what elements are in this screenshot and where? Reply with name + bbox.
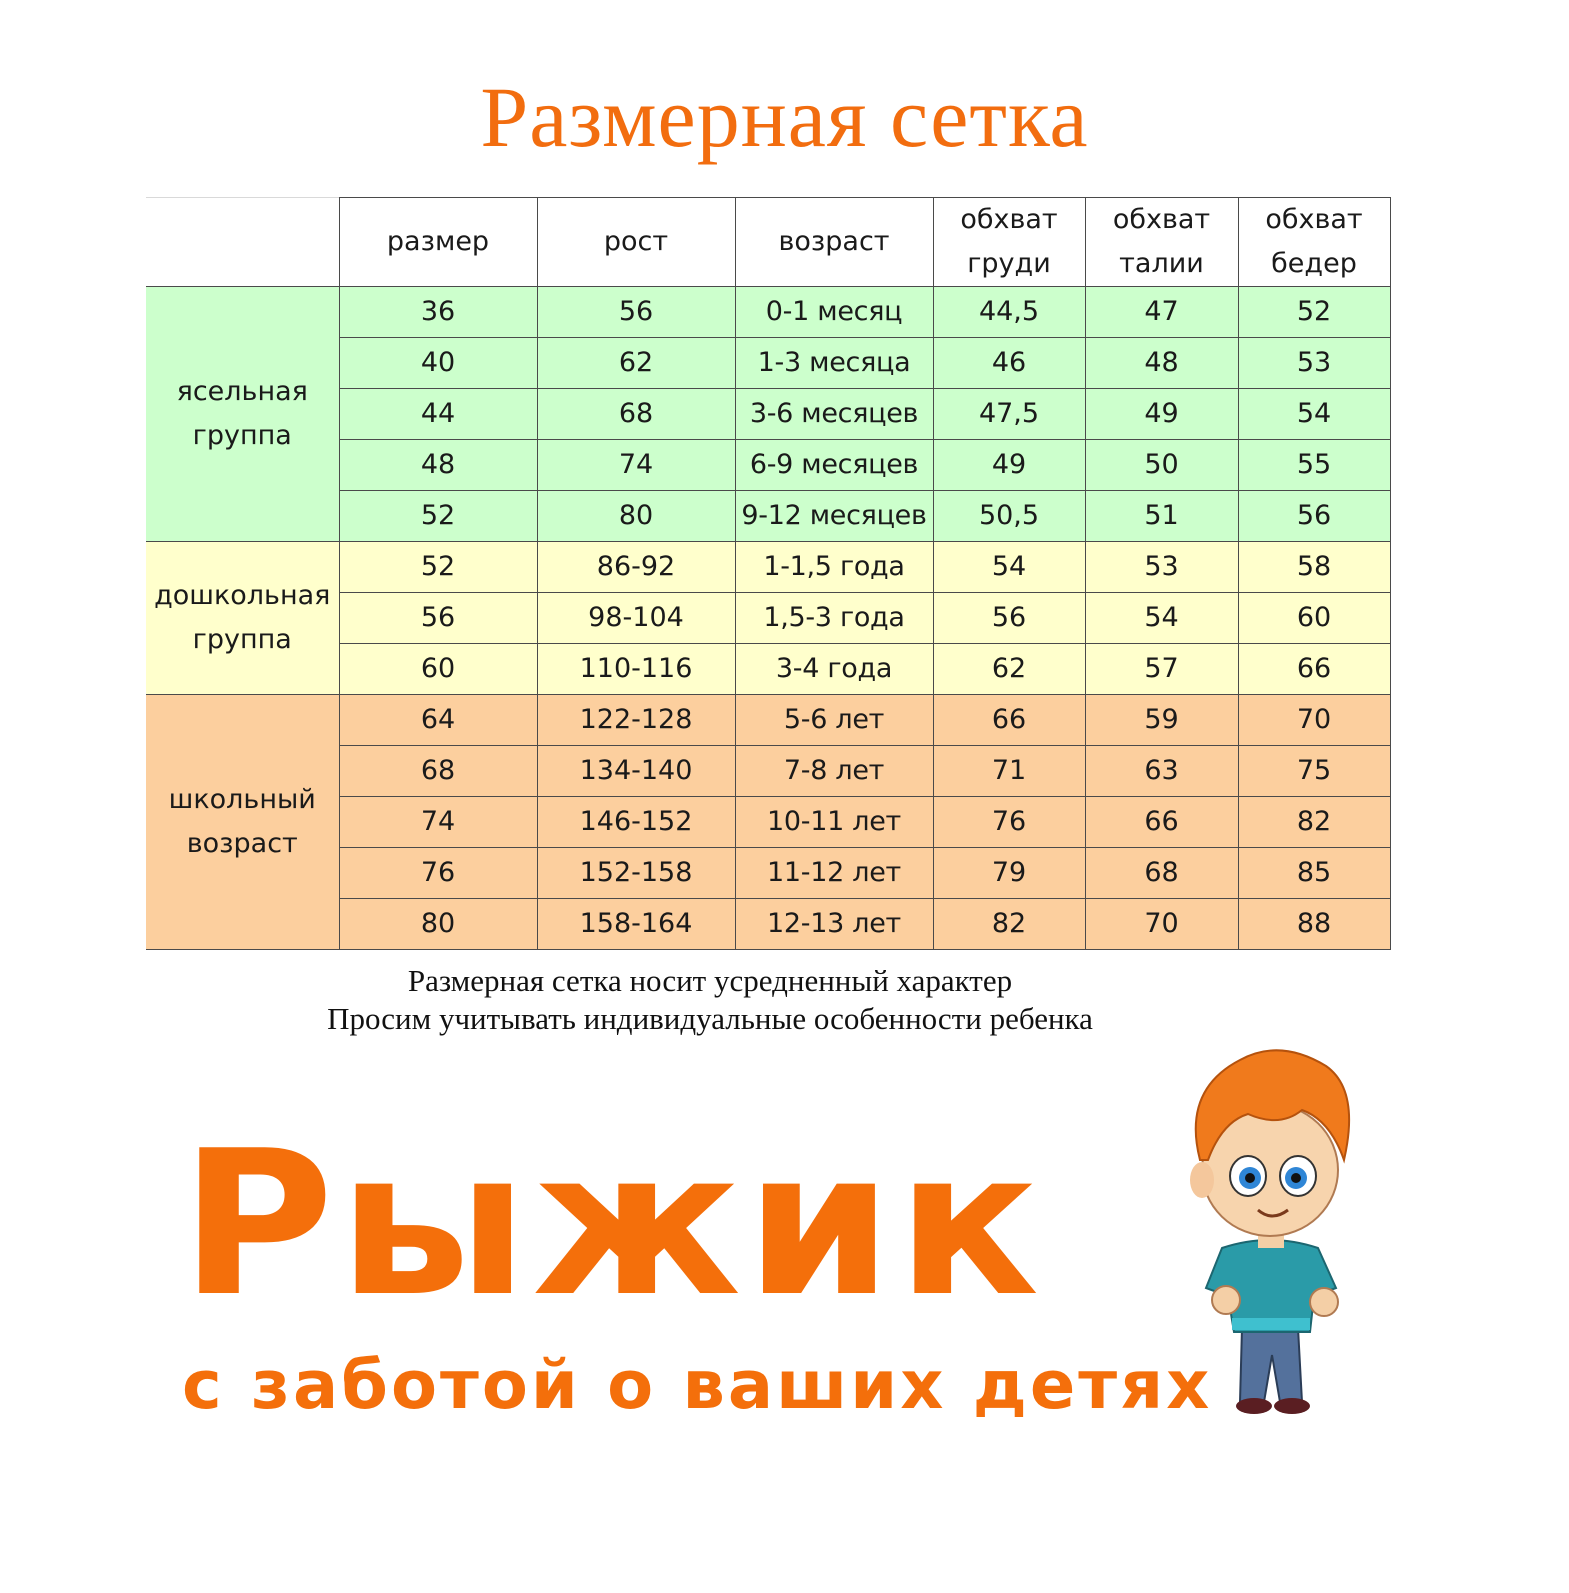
header-age: возраст xyxy=(735,198,933,287)
page-title: Размерная сетка xyxy=(480,69,1089,165)
table-header-row xyxy=(146,198,1390,287)
size-cell: 56 xyxy=(339,593,537,644)
age-cell: 1-3 месяца xyxy=(735,338,933,389)
hips-cell: 58 xyxy=(1238,542,1390,593)
hips-cell: 54 xyxy=(1238,389,1390,440)
size-cell: 64 xyxy=(339,695,537,746)
chest-cell: 76 xyxy=(933,797,1085,848)
waist-cell: 49 xyxy=(1085,389,1238,440)
height-cell: 110-116 xyxy=(537,644,735,695)
waist-cell: 68 xyxy=(1085,848,1238,899)
header-waist: обхват талии xyxy=(1085,198,1238,287)
waist-cell: 51 xyxy=(1085,491,1238,542)
age-cell: 10-11 лет xyxy=(735,797,933,848)
table-row xyxy=(146,542,1390,593)
hips-cell: 70 xyxy=(1238,695,1390,746)
chest-cell: 47,5 xyxy=(933,389,1085,440)
age-cell: 1-1,5 года xyxy=(735,542,933,593)
chest-cell: 71 xyxy=(933,746,1085,797)
height-cell: 56 xyxy=(537,287,735,338)
waist-cell: 47 xyxy=(1085,287,1238,338)
hips-cell: 56 xyxy=(1238,491,1390,542)
waist-cell: 54 xyxy=(1085,593,1238,644)
size-cell: 36 xyxy=(339,287,537,338)
age-cell: 3-4 года xyxy=(735,644,933,695)
header-corner xyxy=(146,198,339,287)
waist-cell: 66 xyxy=(1085,797,1238,848)
size-cell: 52 xyxy=(339,491,537,542)
chest-cell: 54 xyxy=(933,542,1085,593)
hips-cell: 53 xyxy=(1238,338,1390,389)
height-cell: 122-128 xyxy=(537,695,735,746)
height-cell: 158-164 xyxy=(537,899,735,950)
height-cell: 86-92 xyxy=(537,542,735,593)
header-height: рост xyxy=(537,198,735,287)
waist-cell: 63 xyxy=(1085,746,1238,797)
school-group-label: школьный возраст xyxy=(146,695,339,950)
waist-cell: 57 xyxy=(1085,644,1238,695)
hips-cell: 66 xyxy=(1238,644,1390,695)
hips-cell: 60 xyxy=(1238,593,1390,644)
size-cell: 80 xyxy=(339,899,537,950)
chest-cell: 79 xyxy=(933,848,1085,899)
size-cell: 44 xyxy=(339,389,537,440)
waist-cell: 48 xyxy=(1085,338,1238,389)
table-row xyxy=(146,695,1390,746)
hips-cell: 52 xyxy=(1238,287,1390,338)
size-chart-table xyxy=(146,197,1391,950)
hips-cell: 82 xyxy=(1238,797,1390,848)
header-hips: обхват бедер xyxy=(1238,198,1390,287)
height-cell: 152-158 xyxy=(537,848,735,899)
age-cell: 0-1 месяц xyxy=(735,287,933,338)
waist-cell: 53 xyxy=(1085,542,1238,593)
size-cell: 60 xyxy=(339,644,537,695)
header-size: размер xyxy=(339,198,537,287)
size-cell: 76 xyxy=(339,848,537,899)
table-row xyxy=(146,287,1390,338)
nursery-group-label: ясельная группа xyxy=(146,287,339,542)
age-cell: 7-8 лет xyxy=(735,746,933,797)
hips-cell: 75 xyxy=(1238,746,1390,797)
age-cell: 3-6 месяцев xyxy=(735,389,933,440)
header-chest: обхват груди xyxy=(933,198,1085,287)
size-cell: 40 xyxy=(339,338,537,389)
height-cell: 134-140 xyxy=(537,746,735,797)
height-cell: 80 xyxy=(537,491,735,542)
chest-cell: 49 xyxy=(933,440,1085,491)
size-cell: 68 xyxy=(339,746,537,797)
chest-cell: 82 xyxy=(933,899,1085,950)
age-cell: 9-12 месяцев xyxy=(735,491,933,542)
chest-cell: 62 xyxy=(933,644,1085,695)
age-cell: 11-12 лет xyxy=(735,848,933,899)
size-cell: 52 xyxy=(339,542,537,593)
chest-cell: 66 xyxy=(933,695,1085,746)
waist-cell: 59 xyxy=(1085,695,1238,746)
height-cell: 98-104 xyxy=(537,593,735,644)
chest-cell: 50,5 xyxy=(933,491,1085,542)
height-cell: 68 xyxy=(537,389,735,440)
age-cell: 5-6 лет xyxy=(735,695,933,746)
height-cell: 146-152 xyxy=(537,797,735,848)
brand-slogan: с заботой о ваших детях xyxy=(182,1346,1213,1424)
waist-cell: 70 xyxy=(1085,899,1238,950)
preschool-group-label: дошкольная группа xyxy=(146,542,339,695)
age-cell: 6-9 месяцев xyxy=(735,440,933,491)
hips-cell: 85 xyxy=(1238,848,1390,899)
age-cell: 12-13 лет xyxy=(735,899,933,950)
disclaimer-line-1: Размерная сетка носит усредненный характер xyxy=(407,963,1013,998)
age-cell: 1,5-3 года xyxy=(735,593,933,644)
disclaimer-line-2: Просим учитывать индивидуальные особенности ребенка xyxy=(327,1001,1093,1036)
chest-cell: 56 xyxy=(933,593,1085,644)
brand-logo-text: Рыжик xyxy=(180,1108,1044,1341)
hips-cell: 55 xyxy=(1238,440,1390,491)
waist-cell: 50 xyxy=(1085,440,1238,491)
chest-cell: 46 xyxy=(933,338,1085,389)
height-cell: 74 xyxy=(537,440,735,491)
height-cell: 62 xyxy=(537,338,735,389)
size-cell: 48 xyxy=(339,440,537,491)
hips-cell: 88 xyxy=(1238,899,1390,950)
redhead-boy-mascot-icon xyxy=(1130,1010,1390,1430)
size-cell: 74 xyxy=(339,797,537,848)
chest-cell: 44,5 xyxy=(933,287,1085,338)
